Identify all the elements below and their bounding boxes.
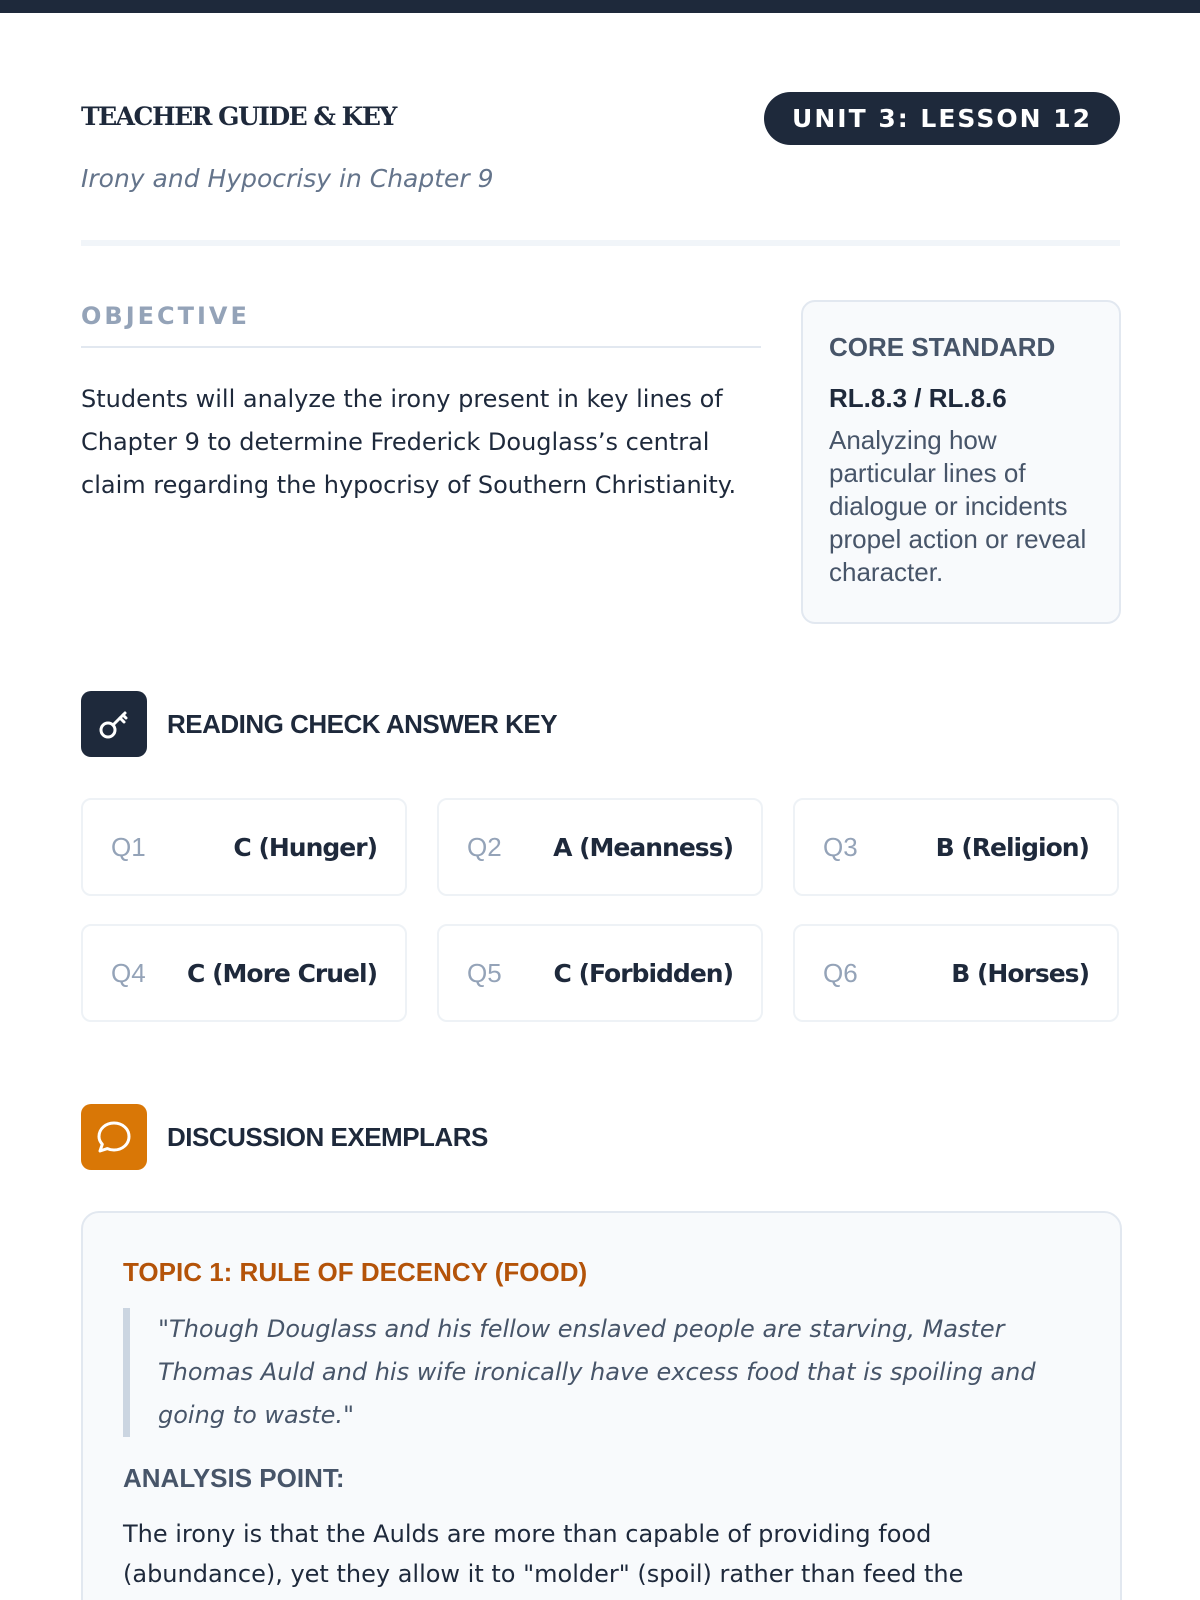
question-number: Q6 <box>823 957 858 988</box>
standard-label: CORE STANDARD <box>829 332 1056 362</box>
discussion-title: DISCUSSION EXEMPLARS <box>167 1122 488 1152</box>
answer-value: B (Religion) <box>935 832 1089 862</box>
topic-title: TOPIC 1: RULE OF DECENCY (FOOD) <box>123 1257 588 1287</box>
objective-label: OBJECTIVE <box>81 302 761 348</box>
core-standard-card <box>801 300 1121 624</box>
answer-key-grid <box>81 798 1122 1022</box>
top-bar <box>0 0 1200 13</box>
unit-lesson-badge: UNIT 3: LESSON 12 <box>764 92 1120 145</box>
analysis-label: ANALYSIS POINT: <box>123 1463 345 1493</box>
objective-section <box>81 302 761 507</box>
topic-quote: "Though Douglass and his fellow enslaved people are starving, Master Thomas Auld and his wife ironically have excess food that is spoiling and going to waste." <box>123 1308 1080 1437</box>
question-number: Q1 <box>111 831 146 862</box>
answer-card <box>793 924 1119 1022</box>
answer-value: C (More Cruel) <box>187 958 377 988</box>
lesson-subtitle: Irony and Hypocrisy in Chapter 9 <box>81 164 494 193</box>
discussion-heading <box>81 1104 781 1170</box>
guide-title: TEACHER GUIDE & KEY <box>81 102 396 131</box>
question-number: Q5 <box>467 957 502 988</box>
topic-card <box>81 1211 1122 1600</box>
key-icon <box>81 691 147 757</box>
answer-value: B (Horses) <box>951 958 1089 988</box>
answer-card <box>81 798 407 896</box>
answer-value: C (Hunger) <box>233 832 377 862</box>
answer-key-heading <box>81 691 781 757</box>
answer-card <box>437 924 763 1022</box>
page-header <box>81 92 1120 152</box>
header-divider <box>81 240 1120 246</box>
answer-value: C (Forbidden) <box>553 958 733 988</box>
chat-bubble-icon <box>81 1104 147 1170</box>
answer-card <box>793 798 1119 896</box>
question-number: Q4 <box>111 957 146 988</box>
standard-code: RL.8.3 / RL.8.6 <box>829 383 1007 413</box>
answer-value: A (Meanness) <box>553 832 733 862</box>
standard-description: Analyzing how particular lines of dialogue or incidents propel action or reveal character. <box>829 425 1087 587</box>
answer-card <box>81 924 407 1022</box>
analysis-text: The irony is that the Aulds are more than capable of providing food (abundance), yet they allow it to "molder" (spoil) rather than feed the <box>123 1520 964 1588</box>
answer-key-title: READING CHECK ANSWER KEY <box>167 709 558 739</box>
question-number: Q2 <box>467 831 502 862</box>
objective-text: Students will analyze the irony present in key lines of Chapter 9 to determine Frederick Douglass’s central claim regarding the hypocrisy of Southern Christianity. <box>81 385 737 499</box>
answer-card <box>437 798 763 896</box>
question-number: Q3 <box>823 831 858 862</box>
